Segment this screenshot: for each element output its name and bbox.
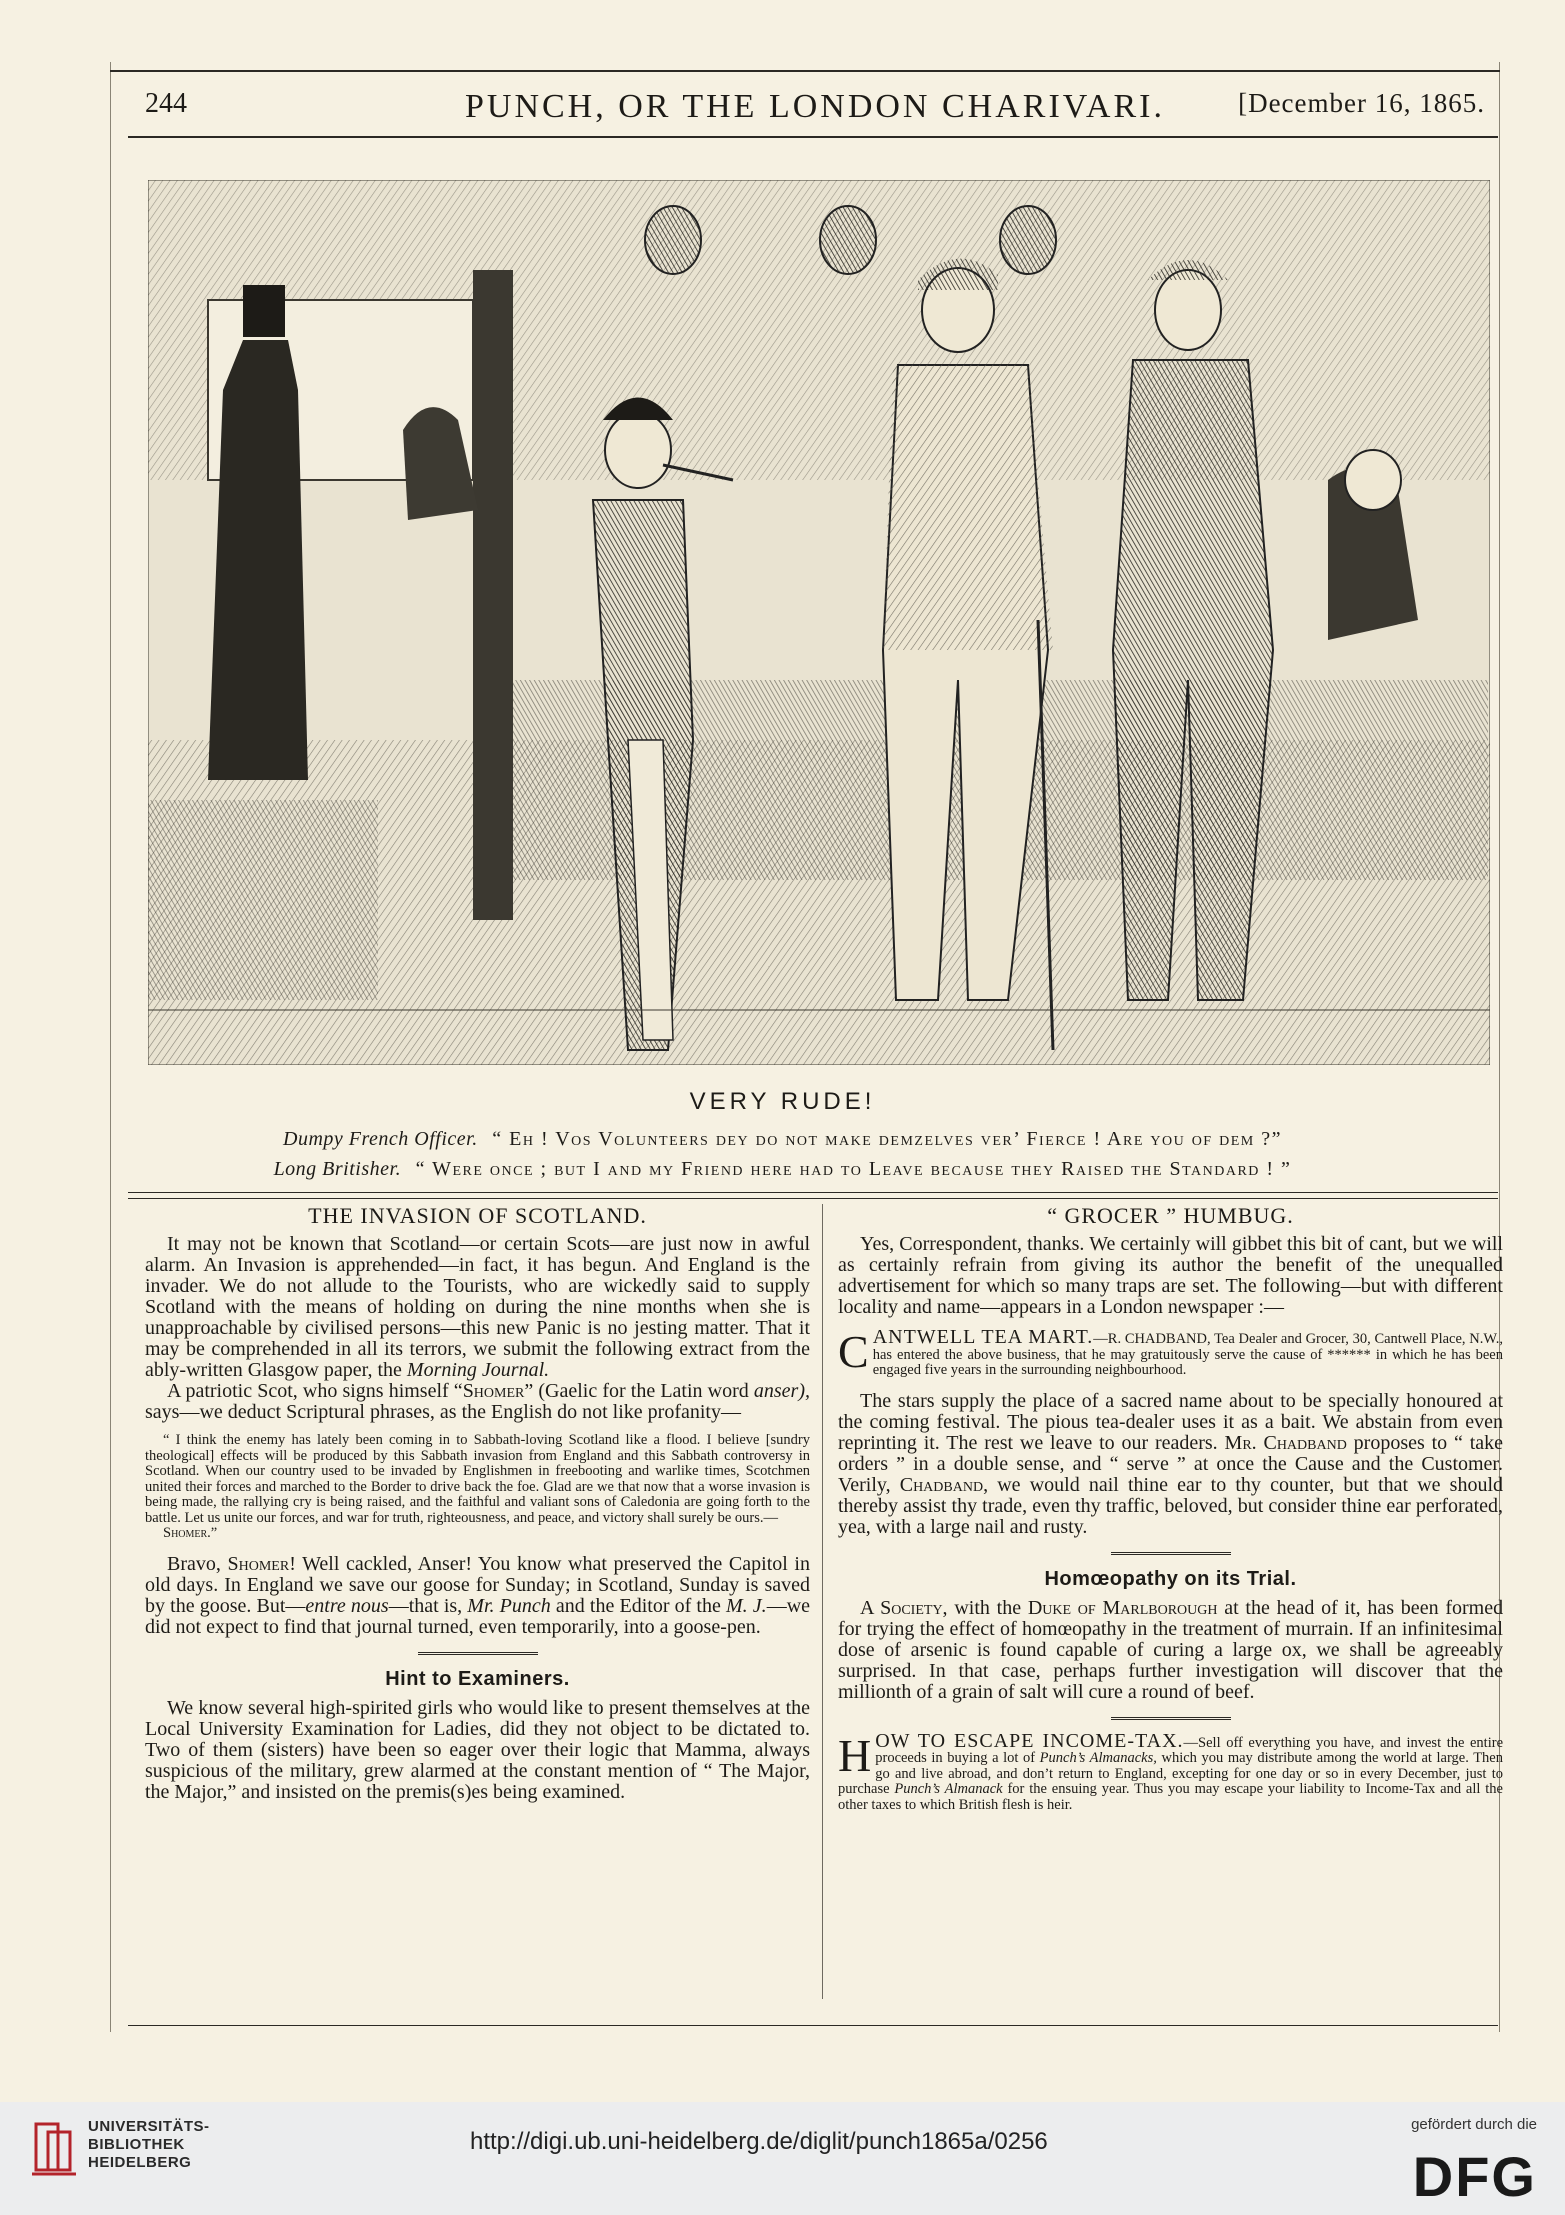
quoted-extract: “ I think the enemy has lately been coming in to Sabbath-loving Scotland like a flood. I believe [sundry theological] effects will be produced by this Sabbath invasion from England and this Sabbath controversy in Scotland. When our country used to be invaded by Englishmen in freebooting and warlike times, Scotchmen united their forces and marched to the Border to drive back the foe. Glad are we that now that a worse invasion is being made, the rallying cry is being raised, and the faithful and valiant sons of Caledonia are going forth to the battle. Let us unite our forces, and war for truth, righteousness, and peace, and victory shall surely be ours.— Shomer.” xyxy=(145,1432,810,1541)
permalink-url[interactable]: http://digi.ub.uni-heidelberg.de/diglit/punch1865a/0256 xyxy=(470,2128,1048,2155)
funded-by-label: gefördert durch die xyxy=(1411,2116,1537,2133)
caption-line-1 xyxy=(0,1128,1565,1151)
caption-line-2 xyxy=(0,1158,1565,1181)
column-divider xyxy=(822,1204,823,1999)
running-title: PUNCH, OR THE LONDON CHARIVARI. xyxy=(464,88,1165,125)
page-header xyxy=(145,88,1485,138)
article-title: “ GROCER ” HUMBUG. xyxy=(1047,1203,1294,1228)
quoted-advertisement: CANTWELL TEA MART.—R. CHADBAND, Tea Dealer and Grocer, 30, Cantwell Place, N.W., has entered the above business, that he may gratuitously serve the cause of ****** in which he has been engaged five years in the surrounding neighbourhood. xyxy=(838,1326,1503,1378)
issue-date: [December 16, 1865. xyxy=(1238,88,1485,118)
caption-speaker-2: Long Britisher. xyxy=(273,1158,402,1180)
cartoon-title: VERY RUDE! xyxy=(689,1088,876,1115)
article-paragraph: A patriotic Scot, who signs himself “Shomer” (Gaelic for the Latin word anser), says—we deduct Scriptural phrases, as the English do not like profanity— xyxy=(145,1380,810,1423)
article-paragraph: It may not be known that Scotland—or certain Scots—are just now in awful alarm. An Invasion is apprehended—in fact, it has begun. And England is the invader. We do not allude to the Tourists, who are wickedly said to supply Scotland with the means of holding on during the nine months when she is unapproachable by civilised persons—this new Panic is no jesting matter. That it may be comprehended in all its terrors, we submit the following extract from the ably-written Glasgow paper, the Morning Journal. xyxy=(145,1233,810,1381)
article-paragraph: A Society, with the Duke of Marlborough at the head of it, has been formed for trying the effect of homœopathy in the treatment of murrain. If an infinitesimal dose of arsenic is found capable of curing a large ox, we shall be agreeably surprised. In that case, perhaps further investigation will discover that the millionth of a grain of salt will cure a round of beef. xyxy=(838,1596,1504,1703)
article-title: Homœopathy on its Trial. xyxy=(1044,1567,1297,1590)
top-rule xyxy=(110,70,1500,72)
engraving-illustration xyxy=(148,180,1490,1065)
article-paragraph: Yes, Correspondent, thanks. We certainly will gibbet this bit of cant, but we will as certainly refrain from giving its author the benefit of the unequalled advertisement for which so many traps are set. The following—but with different locality and name—appears in a London newspaper :— xyxy=(838,1233,1503,1318)
page-number: 244 xyxy=(145,88,187,119)
article-income-tax: HOW TO ESCAPE INCOME-TAX.—Sell off everything you have, and invest the entire proceeds in buying a lot of Punch’s Almanacks, which you may distribute among the world at large. Then go and live abroad, and don’t return to England, excepting for one day or so in every December, just to purchase Punch’s Almanack for the ensuing year. Thus you may escape your liability to Income-Tax and all the other taxes to which British flesh is heir. xyxy=(838,1729,1504,1813)
article-title: Hint to Examiners. xyxy=(385,1667,570,1690)
dfg-logo[interactable]: DFG xyxy=(1412,2145,1537,2208)
right-column xyxy=(838,1205,1503,1825)
article-paragraph: We know several high-spirited girls who would like to present themselves at the Local University Examination for Ladies, did they not object to be dictated to. Two of them (sisters) have been so eager over their logic that Mamma, always suspicious of the military, grew alarmed at the constant mention of “ The Major, the Major,” and insisted on the premis(s)es being examined. xyxy=(145,1696,810,1803)
bottom-rule xyxy=(128,2025,1498,2026)
header-rule xyxy=(128,136,1498,138)
library-name[interactable]: UNIVERSITÄTS- BIBLIOTHEK HEIDELBERG xyxy=(88,2118,210,2171)
ub-heidelberg-logo-icon[interactable] xyxy=(30,2118,78,2176)
section-double-rule xyxy=(128,1192,1498,1199)
article-separator xyxy=(1111,1552,1231,1555)
caption-text-2: “ Were once ; but I and my Friend here had to Leave because they Raised the Standard ! ” xyxy=(415,1158,1292,1180)
article-separator xyxy=(1111,1717,1231,1720)
article-title: THE INVASION OF SCOTLAND. xyxy=(308,1203,647,1228)
article-paragraph: The stars supply the place of a sacred name about to be specially honoured at the coming festival. The pious tea-dealer uses it as a bait. We abstain from even reprinting it. The rest we leave to our readers. Mr. Chadband proposes to “ take orders ” in a double sense, and “ serve ” at once the Cause and the Customer. Verily, Chadband, we would nail thine ear to thy counter, but that we should thereby assist thy trade, even thy traffic, beloved, but consider thine ear perforated, yea, with a large nail and rusty. xyxy=(838,1389,1504,1538)
left-column xyxy=(145,1205,810,1803)
article-paragraph: Bravo, Shomer! Well cackled, Anser! You know what preserved the Capitol in old days. In England we save our goose for Sunday; in Scotland, Sunday is saved by the goose. But—entre nous—that is, Mr. Punch and the Editor of the M. J.—we did not expect to find that journal turned, even temporarily, into a goose-pen. xyxy=(145,1552,811,1638)
caption-text-1: “ Eh ! Vos Volunteers dey do not make demzelves ver’ Fierce ! Are you of dem ?” xyxy=(492,1128,1282,1150)
digitization-footer xyxy=(0,2102,1565,2215)
article-separator xyxy=(418,1652,538,1655)
caption-speaker-1: Dumpy French Officer. xyxy=(283,1128,478,1150)
